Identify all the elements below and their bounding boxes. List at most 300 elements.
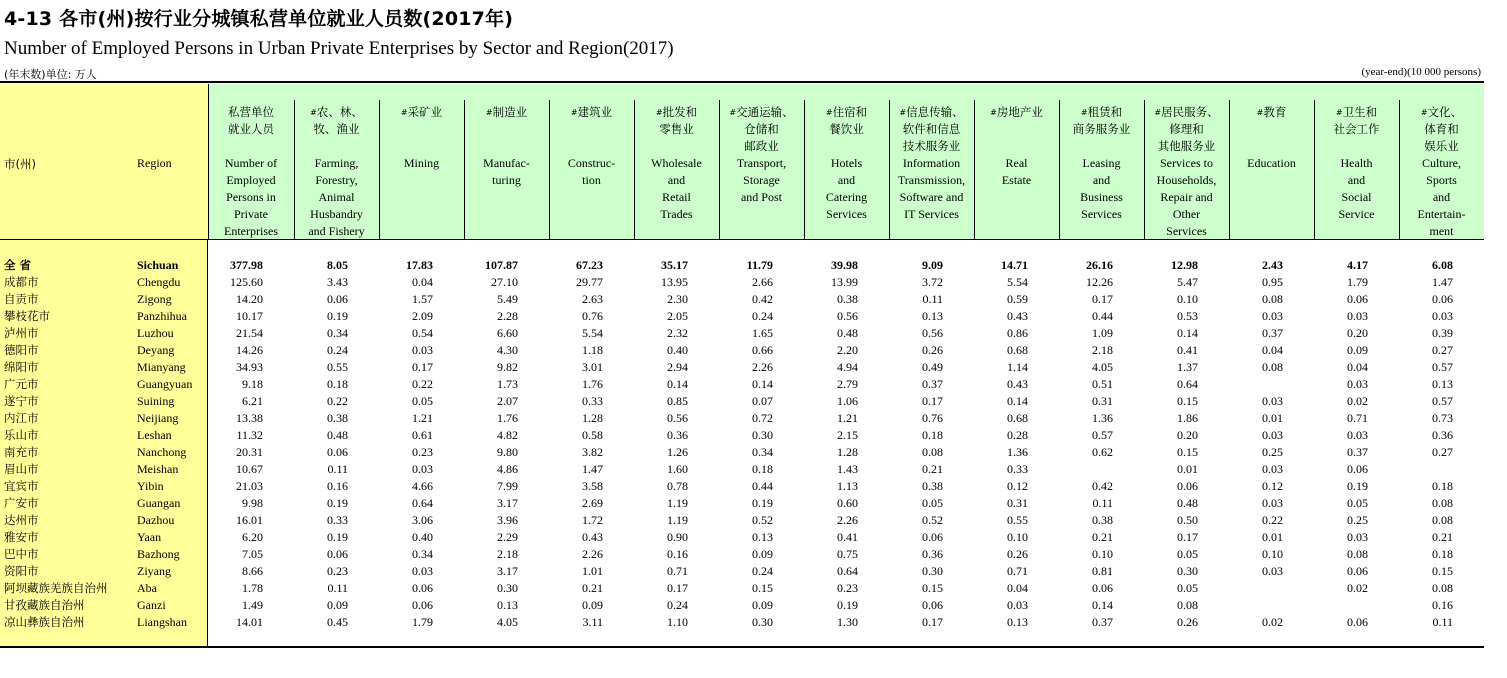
column-header (294, 84, 379, 239)
table-cell: 13.95 (661, 275, 688, 289)
table-cell: 0.17 (922, 394, 943, 408)
table-cell: 0.34 (412, 547, 433, 561)
table-cell: 0.06 (1347, 564, 1368, 578)
table-cell: 0.03 (1262, 394, 1283, 408)
table-cell: 21.03 (236, 479, 263, 493)
table-cell: 39.98 (831, 258, 858, 272)
table-cell: 0.54 (412, 326, 433, 340)
table-cell: 2.18 (497, 547, 518, 561)
table-cell: 0.13 (752, 530, 773, 544)
table-cell: 2.66 (752, 275, 773, 289)
table-cell: 0.14 (667, 377, 688, 391)
region-name-en: Guangyuan (137, 377, 193, 391)
table-cell: 2.26 (582, 547, 603, 561)
region-header-en: Region (137, 156, 172, 170)
table-cell: 0.21 (582, 581, 603, 595)
table-cell: 0.21 (922, 462, 943, 476)
column-header-cn: #采矿业 (400, 105, 443, 119)
table-cell: 0.26 (1007, 547, 1028, 561)
table-cell: 0.03 (412, 462, 433, 476)
region-name-cn: 达州市 (4, 513, 39, 527)
table-cell: 3.01 (582, 360, 603, 374)
unit-label-cn: (年末数)单位: 万人 (4, 68, 97, 81)
region-name-cn: 遂宁市 (4, 394, 39, 408)
table-cell: 0.08 (1262, 360, 1283, 374)
region-name-en: Deyang (137, 343, 175, 357)
column-footnote-mark: # (990, 108, 997, 117)
table-cell: 0.13 (497, 598, 518, 612)
table-cell: 34.93 (236, 360, 263, 374)
table-cell: 0.40 (667, 343, 688, 357)
table-row (0, 376, 1484, 393)
column-header-cn: #批发和 零售业 (655, 105, 698, 136)
region-name-en: Chengdu (137, 275, 181, 289)
table-cell: 0.73 (1432, 411, 1453, 425)
table-cell: 0.06 (327, 292, 348, 306)
table-cell: 1.57 (412, 292, 433, 306)
column-header-en: Leasing and Business Services (1080, 156, 1123, 221)
table-row (0, 529, 1484, 546)
column-header (549, 84, 634, 239)
unit-label-en: (year-end)(10 000 persons) (1361, 66, 1481, 78)
column-footnote-mark: # (1335, 108, 1343, 117)
table-cell: 0.86 (1007, 326, 1028, 340)
table-cell: 0.17 (667, 581, 688, 595)
table-row (0, 461, 1484, 478)
table-cell: 0.04 (1262, 343, 1283, 357)
table-cell: 1.79 (412, 615, 433, 629)
table-cell: 0.01 (1262, 411, 1283, 425)
table-bottom-rule (0, 646, 1484, 648)
table-cell: 0.33 (582, 394, 603, 408)
table-cell: 0.39 (1432, 326, 1453, 340)
table-cell: 29.77 (576, 275, 603, 289)
table-cell: 9.80 (497, 445, 518, 459)
table-cell: 1.10 (667, 615, 688, 629)
table-cell: 4.05 (1092, 360, 1113, 374)
table-cell: 1.37 (1177, 360, 1198, 374)
table-row (0, 274, 1484, 291)
region-name-cn: 凉山彝族自治州 (4, 615, 85, 629)
table-cell: 0.19 (1347, 479, 1368, 493)
table-cell: 1.78 (242, 581, 263, 595)
table-cell: 0.64 (837, 564, 858, 578)
table-cell: 2.18 (1092, 343, 1113, 357)
table-cell: 0.09 (582, 598, 603, 612)
region-name-en: Panzhihua (137, 309, 187, 323)
column-header (889, 84, 974, 239)
table-cell: 377.98 (230, 258, 263, 272)
table-cell: 0.24 (327, 343, 348, 357)
table-cell: 9.09 (922, 258, 943, 272)
column-header-cn: #文化、 体育和 娱乐业 (1420, 105, 1463, 153)
table-cell: 0.03 (1347, 530, 1368, 544)
table-cell: 4.05 (497, 615, 518, 629)
region-header-cn: 市(州) (4, 157, 36, 171)
table-cell: 1.06 (837, 394, 858, 408)
table-cell: 0.68 (1007, 411, 1028, 425)
table-cell: 0.06 (412, 598, 433, 612)
region-name-cn: 广安市 (4, 496, 39, 510)
region-name-cn: 泸州市 (4, 326, 39, 340)
table-cell: 0.57 (1432, 360, 1453, 374)
table-cell: 4.17 (1347, 258, 1368, 272)
table-cell: 0.36 (1432, 428, 1453, 442)
table-cell: 0.25 (1262, 445, 1283, 459)
table-cell: 0.08 (1262, 292, 1283, 306)
table-cell: 0.06 (327, 547, 348, 561)
table-cell: 0.16 (667, 547, 688, 561)
table-cell: 0.52 (922, 513, 943, 527)
table-cell: 0.09 (752, 598, 773, 612)
table-cell: 0.04 (1007, 581, 1028, 595)
table-cell: 0.49 (922, 360, 943, 374)
table-cell: 12.26 (1086, 275, 1113, 289)
column-header (1144, 84, 1229, 239)
table-cell: 1.86 (1177, 411, 1198, 425)
column-header-en: Manufac- turing (483, 156, 530, 187)
region-name-cn: 眉山市 (4, 462, 39, 476)
table-cell: 0.16 (1432, 598, 1453, 612)
table-cell: 1.73 (497, 377, 518, 391)
table-cell: 0.22 (1262, 513, 1283, 527)
table-cell: 0.22 (412, 377, 433, 391)
region-name-cn: 南充市 (4, 445, 39, 459)
table-cell: 0.06 (922, 598, 943, 612)
table-cell: 0.13 (1007, 615, 1028, 629)
table-cell: 0.36 (667, 428, 688, 442)
table-cell: 0.03 (412, 343, 433, 357)
table-cell: 4.86 (497, 462, 518, 476)
column-header-en: Number of Employed Persons in Private Enterprises (224, 156, 278, 238)
table-cell: 0.44 (752, 479, 773, 493)
table-cell: 14.26 (236, 343, 263, 357)
table-cell: 0.10 (1177, 292, 1198, 306)
column-footnote-mark: # (899, 108, 907, 117)
table-cell: 1.65 (752, 326, 773, 340)
column-header-en: Education (1247, 156, 1296, 170)
table-cell: 9.18 (242, 377, 263, 391)
table-cell: 21.54 (236, 326, 263, 340)
table-cell: 1.47 (1432, 275, 1453, 289)
column-footnote-mark: # (570, 108, 578, 117)
table-cell: 0.41 (1177, 343, 1198, 357)
region-name-cn: 绵阳市 (4, 360, 39, 374)
table-row (0, 478, 1484, 495)
region-name-en: Yaan (137, 530, 162, 544)
table-row (0, 580, 1484, 597)
table-cell: 0.03 (1347, 309, 1368, 323)
table-cell: 0.03 (1262, 428, 1283, 442)
table-cell: 2.29 (497, 530, 518, 544)
region-name-cn: 成都市 (4, 275, 39, 289)
table-cell: 0.20 (1177, 428, 1198, 442)
region-name-cn: 德阳市 (4, 343, 39, 357)
page-title-cn: 4-13 各市(州)按行业分城镇私营单位就业人员数(2017年) (4, 8, 514, 30)
region-name-en: Luzhou (137, 326, 174, 340)
table-cell: 2.32 (667, 326, 688, 340)
table-cell: 0.02 (1347, 581, 1368, 595)
table-cell: 0.17 (1092, 292, 1113, 306)
table-cell: 0.06 (1177, 479, 1198, 493)
table-cell: 4.66 (412, 479, 433, 493)
region-name-cn: 全 省 (4, 258, 32, 272)
column-header (719, 84, 804, 239)
column-header (1229, 84, 1314, 239)
table-cell: 3.58 (582, 479, 603, 493)
column-header-cn: #制造业 (485, 105, 528, 119)
column-header-en: Health and Social Service (1338, 156, 1375, 221)
region-name-en: Nanchong (137, 445, 187, 459)
table-cell: 5.49 (497, 292, 518, 306)
table-row (0, 427, 1484, 444)
column-header (464, 84, 549, 239)
column-footnote-mark: # (400, 108, 408, 117)
table-cell: 0.17 (412, 360, 433, 374)
table-cell: 0.15 (1177, 445, 1198, 459)
table-cell: 0.23 (327, 564, 348, 578)
table-cell: 1.09 (1092, 326, 1113, 340)
table-cell: 35.17 (661, 258, 688, 272)
column-header-en: Hotels and Catering Services (825, 156, 868, 221)
table-cell: 12.98 (1171, 258, 1198, 272)
table-cell: 0.19 (327, 309, 348, 323)
table-cell: 0.02 (1262, 615, 1283, 629)
table-cell: 0.08 (1432, 581, 1453, 595)
table-cell: 0.18 (1432, 547, 1453, 561)
table-cell: 0.37 (1262, 326, 1283, 340)
table-cell: 0.03 (1347, 428, 1368, 442)
region-name-cn: 甘孜藏族自治州 (4, 598, 85, 612)
table-cell: 0.04 (1347, 360, 1368, 374)
table-cell: 0.09 (752, 547, 773, 561)
table-cell: 0.30 (1177, 564, 1198, 578)
column-header-cn: #农、林、 牧、渔业 (310, 105, 363, 136)
table-cell: 0.01 (1177, 462, 1198, 476)
table-cell: 0.38 (327, 411, 348, 425)
table-cell: 0.11 (1432, 615, 1453, 629)
table-cell: 0.11 (922, 292, 943, 306)
table-row (0, 563, 1484, 580)
table-cell: 6.60 (497, 326, 518, 340)
column-header-cn: 私营单位 就业人员 (228, 105, 274, 136)
table-cell: 107.87 (485, 258, 518, 272)
column-header-en: Mining (403, 156, 440, 170)
table-cell: 0.26 (922, 343, 943, 357)
table-cell: 0.53 (1177, 309, 1198, 323)
table-cell: 0.05 (1347, 496, 1368, 510)
region-name-cn: 攀枝花市 (4, 309, 50, 323)
table-cell: 3.06 (412, 513, 433, 527)
table-cell: 0.30 (497, 581, 518, 595)
table-row (0, 325, 1484, 342)
table-cell: 7.99 (497, 479, 518, 493)
table-cell: 2.43 (1262, 258, 1283, 272)
table-cell: 0.03 (1007, 598, 1028, 612)
table-cell: 0.81 (1092, 564, 1113, 578)
region-name-en: Yibin (137, 479, 164, 493)
column-footnote-mark: # (825, 108, 833, 117)
table-cell: 67.23 (576, 258, 603, 272)
table-cell: 0.43 (582, 530, 603, 544)
table-cell: 0.03 (412, 564, 433, 578)
table-cell: 4.94 (837, 360, 858, 374)
column-header-en: Wholesale and Retail Trades (651, 156, 702, 221)
column-header (208, 84, 294, 239)
table-cell: 0.43 (1007, 377, 1028, 391)
table-cell: 0.58 (582, 428, 603, 442)
table-cell: 3.96 (497, 513, 518, 527)
table-cell: 0.08 (922, 445, 943, 459)
table-cell: 0.19 (752, 496, 773, 510)
table-cell: 0.07 (752, 394, 773, 408)
column-header-en: Construc- tion (567, 156, 616, 187)
table-cell: 2.26 (752, 360, 773, 374)
table-cell: 0.18 (1432, 479, 1453, 493)
table-cell: 0.28 (1007, 428, 1028, 442)
region-name-en: Bazhong (137, 547, 180, 561)
table-cell: 0.40 (412, 530, 433, 544)
table-cell: 0.38 (1092, 513, 1113, 527)
table-cell: 0.30 (752, 428, 773, 442)
table-cell: 0.55 (1007, 513, 1028, 527)
region-name-cn: 自贡市 (4, 292, 39, 306)
table-cell: 10.17 (236, 309, 263, 323)
column-header (804, 84, 889, 239)
table-cell: 2.79 (837, 377, 858, 391)
region-name-en: Sichuan (137, 258, 179, 272)
column-header-cn: #居民服务、 修理和 其他服务业 (1154, 105, 1219, 153)
table-cell: 0.03 (1432, 309, 1453, 323)
table-cell: 0.56 (837, 309, 858, 323)
table-cell: 0.71 (1347, 411, 1368, 425)
table-cell: 125.60 (230, 275, 263, 289)
column-header-cn: #卫生和 社会工作 (1333, 105, 1380, 136)
table-cell: 1.76 (582, 377, 603, 391)
table-row (0, 393, 1484, 410)
table-row-total (0, 257, 1484, 274)
table-row (0, 308, 1484, 325)
table-cell: 0.08 (1432, 496, 1453, 510)
table-row (0, 495, 1484, 512)
table-cell: 0.50 (1177, 513, 1198, 527)
region-name-cn: 宜宾市 (4, 479, 39, 493)
table-cell: 0.17 (922, 615, 943, 629)
table-cell: 0.14 (1092, 598, 1113, 612)
table-cell: 0.19 (837, 598, 858, 612)
table-cell: 0.06 (1092, 581, 1113, 595)
column-header-cn: #教育 (1256, 105, 1287, 119)
region-name-en: Neijiang (137, 411, 179, 425)
table-cell: 0.10 (1092, 547, 1113, 561)
table-cell: 0.68 (1007, 343, 1028, 357)
table-cell: 6.20 (242, 530, 263, 544)
table-cell: 0.14 (752, 377, 773, 391)
table-cell: 2.63 (582, 292, 603, 306)
table-cell: 0.03 (1262, 309, 1283, 323)
table-cell: 0.17 (1177, 530, 1198, 544)
column-header-en: Culture, Sports and Entertain- ment (1417, 156, 1466, 238)
table-cell: 0.03 (1262, 462, 1283, 476)
table-cell: 0.11 (327, 581, 348, 595)
table-cell: 2.20 (837, 343, 858, 357)
table-cell: 0.51 (1092, 377, 1113, 391)
table-cell: 0.72 (752, 411, 773, 425)
column-header (1314, 84, 1399, 239)
table-cell: 0.48 (327, 428, 348, 442)
table-cell: 0.26 (1177, 615, 1198, 629)
column-header (1059, 84, 1144, 239)
column-footnote-mark: # (1420, 108, 1428, 117)
table-cell: 17.83 (406, 258, 433, 272)
table-cell: 0.48 (1177, 496, 1198, 510)
table-cell: 0.15 (752, 581, 773, 595)
table-cell: 0.06 (1347, 615, 1368, 629)
table-cell: 1.14 (1007, 360, 1028, 374)
table-cell: 0.15 (1177, 394, 1198, 408)
table-cell: 0.37 (1092, 615, 1113, 629)
table-cell: 0.57 (1092, 428, 1113, 442)
table-row (0, 291, 1484, 308)
table-cell: 0.25 (1347, 513, 1368, 527)
table-cell: 0.85 (667, 394, 688, 408)
table-cell: 0.30 (922, 564, 943, 578)
region-name-cn: 雅安市 (4, 530, 39, 544)
table-cell: 0.57 (1432, 394, 1453, 408)
table-cell: 1.19 (667, 496, 688, 510)
table-row (0, 342, 1484, 359)
table-cell: 0.66 (752, 343, 773, 357)
table-cell: 0.09 (1347, 343, 1368, 357)
region-name-cn: 广元市 (4, 377, 39, 391)
table-cell: 0.19 (327, 530, 348, 544)
table-row (0, 614, 1484, 631)
table-cell: 2.05 (667, 309, 688, 323)
column-header-en: Farming, Forestry, Animal Husbandry and Fishery (308, 156, 365, 238)
table-cell: 0.06 (412, 581, 433, 595)
table-cell: 0.05 (412, 394, 433, 408)
table-cell: 1.28 (837, 445, 858, 459)
region-name-en: Dazhou (137, 513, 175, 527)
column-footnote-mark: # (1256, 108, 1264, 117)
table-cell: 0.71 (667, 564, 688, 578)
table-cell: 0.05 (922, 496, 943, 510)
table-cell: 0.24 (752, 564, 773, 578)
table-cell: 5.47 (1177, 275, 1198, 289)
table-cell: 2.28 (497, 309, 518, 323)
table-cell: 2.69 (582, 496, 603, 510)
table-cell: 3.17 (497, 496, 518, 510)
table-cell: 0.31 (1007, 496, 1028, 510)
table-cell: 1.49 (242, 598, 263, 612)
column-header-cn: #房地产业 (990, 105, 1043, 119)
column-footnote-mark: # (655, 108, 663, 117)
region-name-cn: 阿坝藏族羌族自治州 (4, 581, 108, 595)
table-cell: 3.82 (582, 445, 603, 459)
region-name-en: Zigong (137, 292, 172, 306)
table-cell: 1.13 (837, 479, 858, 493)
column-header-cn: #交通运输、 仓储和 邮政业 (729, 105, 794, 153)
table-cell: 2.09 (412, 309, 433, 323)
table-cell: 14.01 (236, 615, 263, 629)
table-cell: 0.18 (327, 377, 348, 391)
table-row (0, 359, 1484, 376)
table-cell: 9.98 (242, 496, 263, 510)
table-cell: 0.16 (327, 479, 348, 493)
table-row (0, 410, 1484, 427)
region-name-en: Liangshan (137, 615, 187, 629)
table-cell: 0.08 (1347, 547, 1368, 561)
